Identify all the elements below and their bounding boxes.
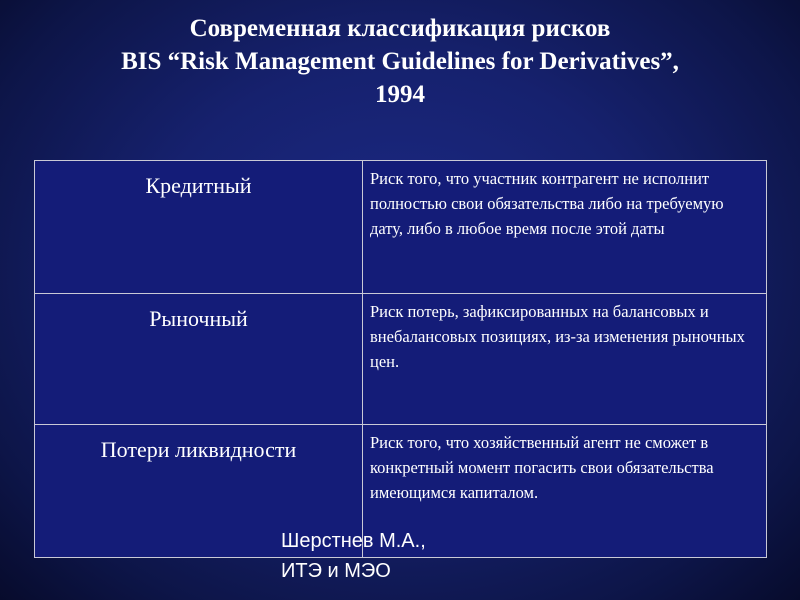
risk-name-market: Рыночный	[35, 294, 363, 425]
author-institute: ИТЭ и МЭО	[281, 560, 391, 582]
title-line-1: Современная классификация рисков	[189, 15, 611, 42]
slide-title	[20, 12, 780, 111]
risk-description-credit: Риск того, что участник контрагент не исполнит полностью свои обязательства либо на требуемую дату, либо в любое время после этой даты	[363, 161, 767, 294]
table-row-market-risk	[35, 294, 767, 425]
author-footer	[281, 526, 426, 586]
risk-classification-table	[34, 160, 767, 558]
title-line-3: 1994	[375, 81, 425, 108]
table-row-credit-risk	[35, 161, 767, 294]
risk-name-credit: Кредитный	[35, 161, 363, 294]
risk-description-liquidity: Риск того, что хозяйственный агент не сможет в конкретный момент погасить свои обязательства имеющимся капиталом.	[363, 425, 767, 558]
risk-name-liquidity: Потери ликвидности	[35, 425, 363, 558]
author-name: Шерстнев М.А.,	[281, 530, 426, 552]
title-line-2: BIS “Risk Management Guidelines for Derivatives”,	[121, 48, 679, 75]
risk-description-market: Риск потерь, зафиксированных на балансовых и внебалансовых позициях, из-за изменения рыночных цен.	[363, 294, 767, 425]
